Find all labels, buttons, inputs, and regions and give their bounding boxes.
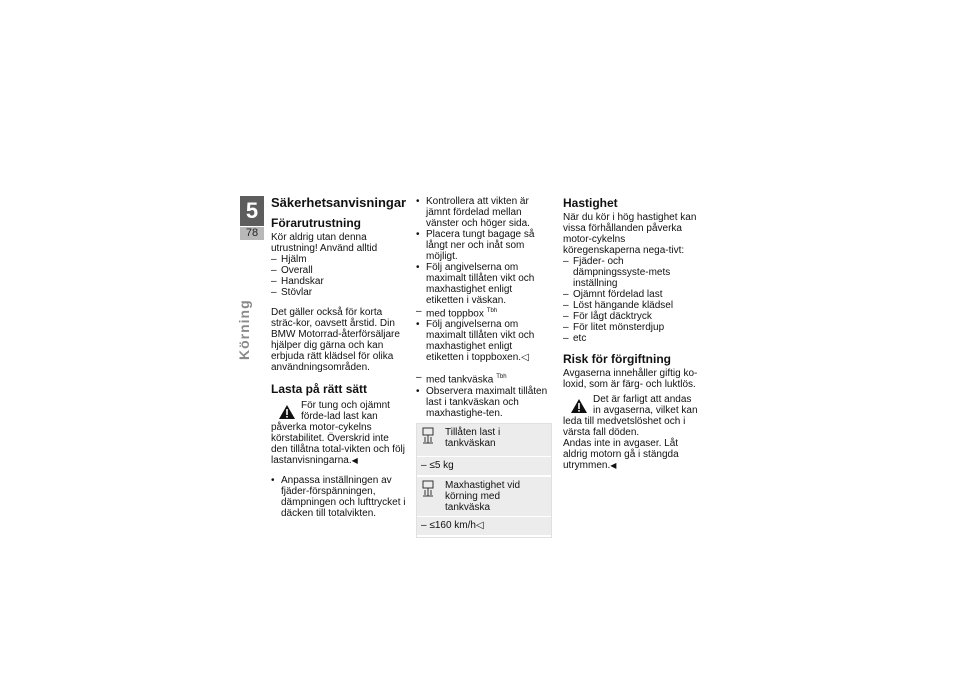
list-item: – För litet mönsterdjup <box>563 322 701 333</box>
chapter-marker <box>240 196 264 240</box>
table-row <box>417 424 551 457</box>
end-mark-icon: ◁ <box>521 352 529 364</box>
option-marker: Tbh <box>486 308 498 314</box>
list-item: – Ojämnt fördelad last <box>563 289 701 300</box>
heading-poison: Risk för förgiftning <box>563 352 671 366</box>
speed-intro: När du kör i hög hastighet kan vissa förhållanden påverka motor-cykelns köregenskaperna nega-tivt: <box>563 212 697 256</box>
list-item: • Placera tungt bagage så långt ner och inåt som möjligt. <box>416 229 550 262</box>
option-marker: Tbh <box>496 374 507 381</box>
poison-intro: Avgaserna innehåller giftig ko-loxid, som är färg- och luktlös. <box>563 368 698 390</box>
end-mark-icon: ◀ <box>351 456 358 465</box>
heading-equipment: Förarutrustning <box>271 216 361 230</box>
column-3 <box>563 196 701 471</box>
equipment-intro: Kör aldrig utan denna utrustning! Använd alltid <box>271 232 378 254</box>
tankbag-label: med tankväska <box>426 374 494 386</box>
end-mark-icon: ◁ <box>475 519 484 531</box>
list-item: – För lågt däcktryck <box>563 311 701 322</box>
list-item: • Kontrollera att vikten är jämnt fördelad mellan vänster och höger sida. <box>416 196 550 229</box>
warning-text: Det är farligt att andas in avgaserna, vilket kan leda till medvetslöshet och i värsta fall döden. <box>563 394 698 438</box>
table-value-text: ≤160 km/h <box>429 519 476 531</box>
warning-triangle-icon <box>569 396 589 414</box>
topbox-label: med toppbox <box>426 308 484 320</box>
topbox-bullets <box>416 319 550 363</box>
list-item <box>416 372 550 385</box>
warning-triangle-icon <box>277 402 297 420</box>
tankbag-list <box>416 372 550 385</box>
table-value-text: ≤5 kg <box>429 459 454 471</box>
load-bullets <box>271 475 407 519</box>
heading-speed: Hastighet <box>563 196 618 210</box>
table-label: Tillåten last i tankväskan <box>445 426 501 449</box>
list-item: – Löst hängande klädsel <box>563 300 701 311</box>
table-row <box>417 477 551 517</box>
column-2 <box>416 196 550 538</box>
tankbag-bullets <box>416 386 550 419</box>
load-warning <box>271 400 407 466</box>
list-item: • Observera maximalt tillåten last i tankväskan och maxhastighe-ten. <box>416 386 550 419</box>
weight-icon <box>421 427 439 453</box>
equipment-text: Det gäller också för korta sträc-kor, oavsett årstid. Din BMW Motorrad-återförsäljare hjälper dig gärna och kan erbjuda rätt klädsel för olika användningsområden. <box>271 307 400 373</box>
load-bullets-continued <box>416 196 550 306</box>
warning-text: För tung och ojämnt förde-lad last kan påverka motor-cykelns körstabilitet. Överskrid inte den tillåtna total-vikten och följ lastanvisningarna. <box>271 400 405 466</box>
speed-icon <box>421 480 439 513</box>
equipment-list <box>271 254 407 298</box>
list-item <box>416 319 550 363</box>
table-label: Maxhastighet vid körning med tankväska <box>445 479 521 513</box>
list-item: – Hjälm <box>271 254 407 265</box>
list-item: – Fjäder- och dämpningssyste-mets inställning <box>563 256 701 289</box>
column-1 <box>271 196 407 519</box>
chapter-number: 5 <box>240 196 264 226</box>
list-item: – Overall <box>271 265 407 276</box>
poison-outro: Andas inte in avgaser. Låt aldrig motorn gå i stängda utrymmen. <box>563 438 679 471</box>
list-item: • Anpassa inställningen av fjäder-förspänningen, dämpningen och lufttrycket i däcken till totalvikten. <box>271 475 407 519</box>
list-item: – etc <box>563 333 701 344</box>
chapter-side-label: Körning <box>236 299 252 360</box>
list-item: • Följ angivelserna om maximalt tillåten vikt och maxhastighet enligt etiketten i väskan. <box>416 262 550 306</box>
poison-warning <box>563 394 701 438</box>
topbox-list <box>416 306 550 319</box>
speed-list <box>563 256 701 344</box>
table-value: – ≤160 km/h◁ <box>417 517 551 537</box>
heading-load: Lasta på rätt sätt <box>271 382 368 396</box>
end-mark-icon: ◀ <box>610 461 617 470</box>
table-value: – ≤5 kg <box>417 457 551 477</box>
list-item <box>416 306 550 319</box>
list-item: – Handskar <box>271 276 407 287</box>
page-number: 78 <box>240 227 264 240</box>
list-item: – Stövlar <box>271 287 407 298</box>
section-title: Säkerhetsanvisningar <box>271 195 407 210</box>
bullet-text: Följ angivelserna om maximalt tillåten vikt och maxhastighet enligt etiketten i toppboxen. <box>426 319 535 364</box>
spec-table <box>416 423 552 538</box>
